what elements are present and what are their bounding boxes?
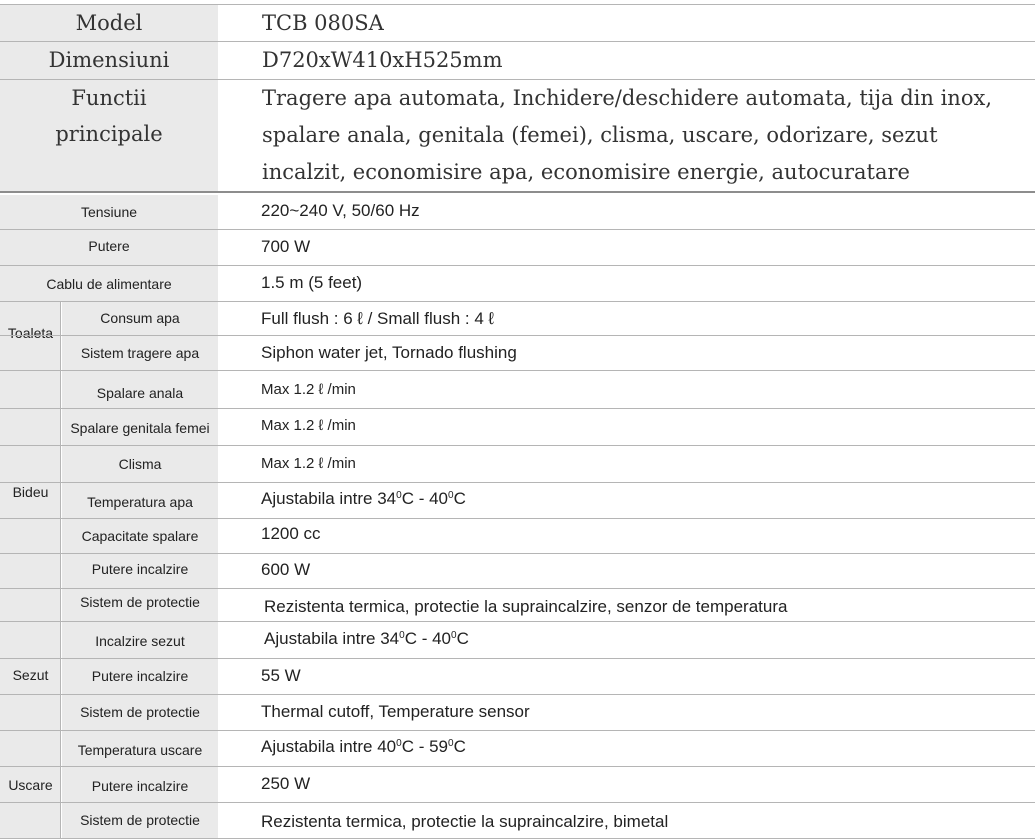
- incalzire-sezut-row: [0, 622, 1035, 659]
- temperatura-uscare-row: [0, 731, 1035, 767]
- dimensions-value: D720xW410xH525mm: [262, 48, 503, 72]
- putere-row: [0, 230, 1035, 266]
- incalzire-sezut-label: Incalzire sezut: [62, 622, 218, 658]
- uscare-group-label: Uscare: [8, 777, 53, 793]
- temperatura-uscare-label: Temperatura uscare: [62, 731, 218, 766]
- functions-row: [0, 80, 1035, 193]
- sezut-group-label: Sezut: [12, 667, 49, 683]
- dimensions-label: Dimensiuni: [0, 42, 218, 79]
- temperatura-apa-value: Ajustabila intre $34^0C - 40^0C$: [261, 489, 466, 508]
- sistem-tragere-value: Siphon water jet, Tornado flushing: [261, 343, 517, 362]
- capacitate-label: Capacitate spalare: [62, 519, 218, 553]
- bideu-protectie-value: Rezistenta termica, protectie la supraincalzire, senzor de temperatura: [264, 597, 788, 616]
- spalare-anala-value: Max 1.2 ℓ /min: [261, 381, 356, 398]
- toaleta-group-label: Toaleta: [7, 325, 54, 341]
- consum-apa-label: Consum apa: [62, 302, 218, 335]
- cablu-row: [0, 266, 1035, 302]
- bideu-putere-value: 600 W: [261, 560, 311, 579]
- bideu-putere-label: Putere incalzire: [62, 554, 218, 588]
- sistem-tragere-label: Sistem tragere apa: [62, 336, 218, 370]
- functions-value-line1: Tragere apa automata, Inchidere/deschidere automata, tija din inox,: [262, 86, 992, 110]
- temperatura-apa-label: Temperatura apa: [62, 483, 218, 518]
- sezut-putere-row: [0, 659, 1035, 695]
- functions-label-line2: principale: [55, 122, 163, 146]
- uscare-protectie-label: Sistem de protectie: [62, 803, 218, 838]
- bideu-protectie-label: Sistem de protectie: [62, 589, 218, 621]
- sezut-protectie-label: Sistem de protectie: [62, 695, 218, 730]
- tensiune-row: [0, 195, 1035, 230]
- functions-label: [0, 80, 218, 191]
- bideu-group-label: Bideu: [12, 484, 49, 500]
- model-label: Model: [0, 5, 218, 41]
- spalare-anala-row: [0, 371, 1035, 409]
- sezut-putere-value: 55 W: [261, 666, 301, 685]
- tensiune-value: 220~240 V, 50/60 Hz: [261, 201, 420, 220]
- sezut-putere-label: Putere incalzire: [62, 659, 218, 694]
- bideu-protectie-row: [0, 589, 1035, 622]
- capacitate-row: [0, 519, 1035, 554]
- consum-apa-row: [0, 302, 1035, 336]
- sistem-tragere-row: [0, 336, 1035, 371]
- sezut-protectie-row: [0, 695, 1035, 731]
- uscare-protectie-value: Rezistenta termica, protectie la supraincalzire, bimetal: [261, 812, 669, 831]
- clisma-value: Max 1.2 ℓ /min: [261, 455, 356, 472]
- temperatura-apa-row: [0, 483, 1035, 519]
- clisma-row: [0, 446, 1035, 483]
- functions-label-line1: Functii: [71, 86, 147, 110]
- incalzire-sezut-value: Ajustabila intre $34^0C - 40^0C$: [264, 629, 469, 648]
- spalare-genitala-row: [0, 409, 1035, 446]
- spalare-genitala-value: Max 1.2 ℓ /min: [261, 417, 356, 434]
- uscare-putere-label: Putere incalzire: [62, 767, 218, 802]
- consum-apa-value: Full flush : 6 ℓ / Small flush : 4 ℓ: [261, 309, 495, 328]
- putere-value: 700 W: [261, 237, 311, 256]
- functions-value-line2: spalare anala, genitala (femei), clisma, uscare, odorizare, sezut: [262, 123, 938, 147]
- spalare-genitala-label: Spalare genitala femei: [62, 409, 218, 445]
- sezut-protectie-value: Thermal cutoff, Temperature sensor: [261, 702, 530, 721]
- cablu-label: Cablu de alimentare: [0, 266, 218, 301]
- functions-value-line3: incalzit, economisire apa, economisire energie, autocuratare: [262, 160, 910, 184]
- functions-value: [262, 80, 1032, 191]
- putere-label: Putere: [0, 230, 218, 265]
- uscare-putere-row: [0, 767, 1035, 803]
- uscare-protectie-row: [0, 803, 1035, 839]
- temperatura-uscare-value: Ajustabila intre $40^0C - 59^0C$: [261, 737, 466, 756]
- uscare-putere-value: 250 W: [261, 774, 311, 793]
- clisma-label: Clisma: [62, 446, 218, 482]
- tensiune-label: Tensiune: [0, 195, 218, 229]
- model-value: TCB 080SA: [262, 11, 384, 35]
- dimensions-row: [0, 42, 1035, 80]
- cablu-value: 1.5 m (5 feet): [261, 273, 363, 292]
- spalare-anala-label: Spalare anala: [62, 371, 218, 408]
- bideu-putere-row: [0, 554, 1035, 589]
- capacitate-value: 1200 cc: [261, 524, 321, 543]
- model-row: [0, 4, 1035, 42]
